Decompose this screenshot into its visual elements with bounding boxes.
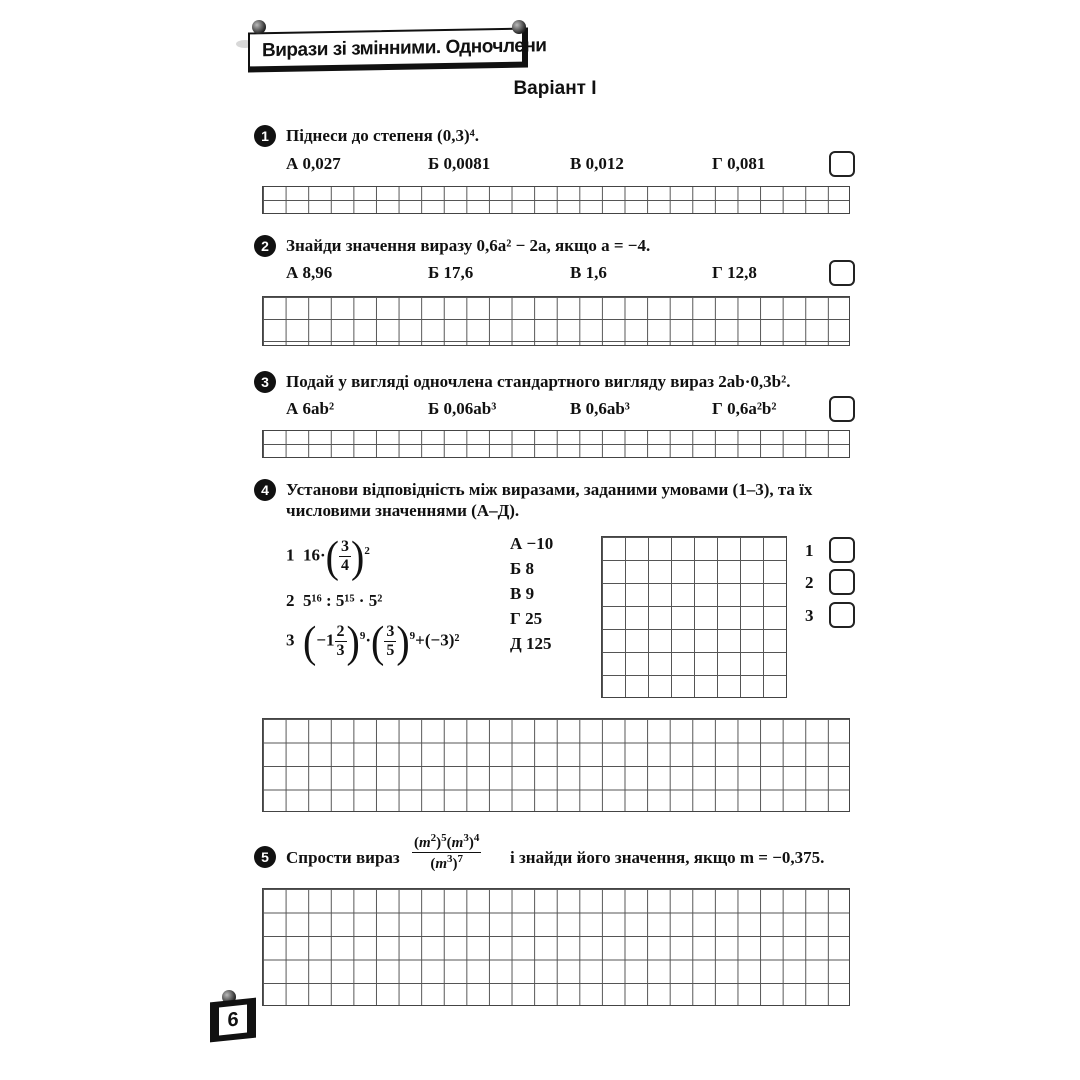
q2-option-c: В 1,6 xyxy=(570,263,607,282)
q2-option-a: А 8,96 xyxy=(286,263,333,282)
question-3-text: Подай у вигляді одночлена стандартного вигляду вираз 2ab·0,3b². xyxy=(286,372,791,391)
q3-option-a: А 6ab² xyxy=(286,399,335,418)
q2-option-b: Б 17,6 xyxy=(428,263,474,282)
q4-work-grid[interactable] xyxy=(262,718,850,812)
question-2-text: Знайди значення виразу 0,6a² − 2a, якщо a = −4. xyxy=(286,236,651,255)
q4-expression-1: 1 16·( $\frac{3}{4}$ )$^2$ xyxy=(286,531,370,582)
question-number-4: 4 xyxy=(254,479,276,501)
q4-answer-c: В 9 xyxy=(510,584,535,603)
q4-box-label-1: 1 xyxy=(805,541,814,560)
q4-answer-box-2[interactable] xyxy=(829,569,855,595)
q4-answer-a: А −10 xyxy=(510,534,554,553)
q3-work-grid[interactable] xyxy=(262,430,850,458)
q2-answer-box[interactable] xyxy=(829,260,855,286)
question-number-5: 5 xyxy=(254,846,276,868)
q1-option-c: В 0,012 xyxy=(570,154,624,173)
q5-fraction: $\frac{(m^2)^5(m^3)^4}{(m^3)^7}$ xyxy=(414,832,480,872)
q5-work-grid[interactable] xyxy=(262,888,850,1006)
page-number-badge xyxy=(210,998,256,1043)
q2-option-d: Г 12,8 xyxy=(712,263,757,282)
q4-expression-2: 2 5¹⁶ : 5¹⁵ · 5² xyxy=(286,591,383,610)
q1-answer-box[interactable] xyxy=(829,151,855,177)
q3-option-b: Б 0,06ab³ xyxy=(428,399,497,418)
q4-answer-box-1[interactable] xyxy=(829,537,855,563)
pin-icon xyxy=(252,20,266,34)
variant-title: Варіант I xyxy=(513,78,597,99)
q1-option-b: Б 0,0081 xyxy=(428,154,491,173)
q4-answer-box-3[interactable] xyxy=(829,602,855,628)
question-5-text-before: Спрости вираз xyxy=(286,848,400,867)
section-title: Вирази зі змінними. Одночлени xyxy=(262,35,547,62)
question-number-1: 1 xyxy=(254,125,276,147)
section-title-plate xyxy=(248,28,547,73)
q1-option-a: А 0,027 xyxy=(286,154,341,173)
question-4-text-line1: Установи відповідність між виразами, заданими умовами (1–3), та їх xyxy=(286,480,813,499)
q3-answer-box[interactable] xyxy=(829,396,855,422)
q4-box-label-2: 2 xyxy=(805,573,814,592)
pin-icon xyxy=(512,20,526,34)
q1-option-d: Г 0,081 xyxy=(712,154,766,173)
q1-work-grid[interactable] xyxy=(262,186,850,214)
q4-answer-b: Б 8 xyxy=(510,559,534,578)
q4-answer-e: Д 125 xyxy=(510,634,552,653)
page-number: 6 xyxy=(219,1005,247,1036)
q4-expression-3: 3 (−1 $\frac{2}{3}$ )$^9$·( $\frac{3}{5}$ )$^9$+(−3)² xyxy=(286,616,460,667)
q3-option-c: В 0,6ab³ xyxy=(570,399,630,418)
question-4-text-line2: числовими значеннями (А–Д). xyxy=(286,501,520,520)
q4-box-label-3: 3 xyxy=(805,606,814,625)
question-number-3: 3 xyxy=(254,371,276,393)
question-1-text: Піднеси до степеня (0,3)⁴. xyxy=(286,126,479,145)
q3-option-d: Г 0,6a²b² xyxy=(712,399,777,418)
q2-work-grid[interactable] xyxy=(262,296,850,346)
question-5-text-after: і знайди його значення, якщо m = −0,375. xyxy=(510,848,825,867)
question-number-2: 2 xyxy=(254,235,276,257)
q4-answer-d: Г 25 xyxy=(510,609,543,628)
q4-matching-grid[interactable] xyxy=(601,536,787,698)
